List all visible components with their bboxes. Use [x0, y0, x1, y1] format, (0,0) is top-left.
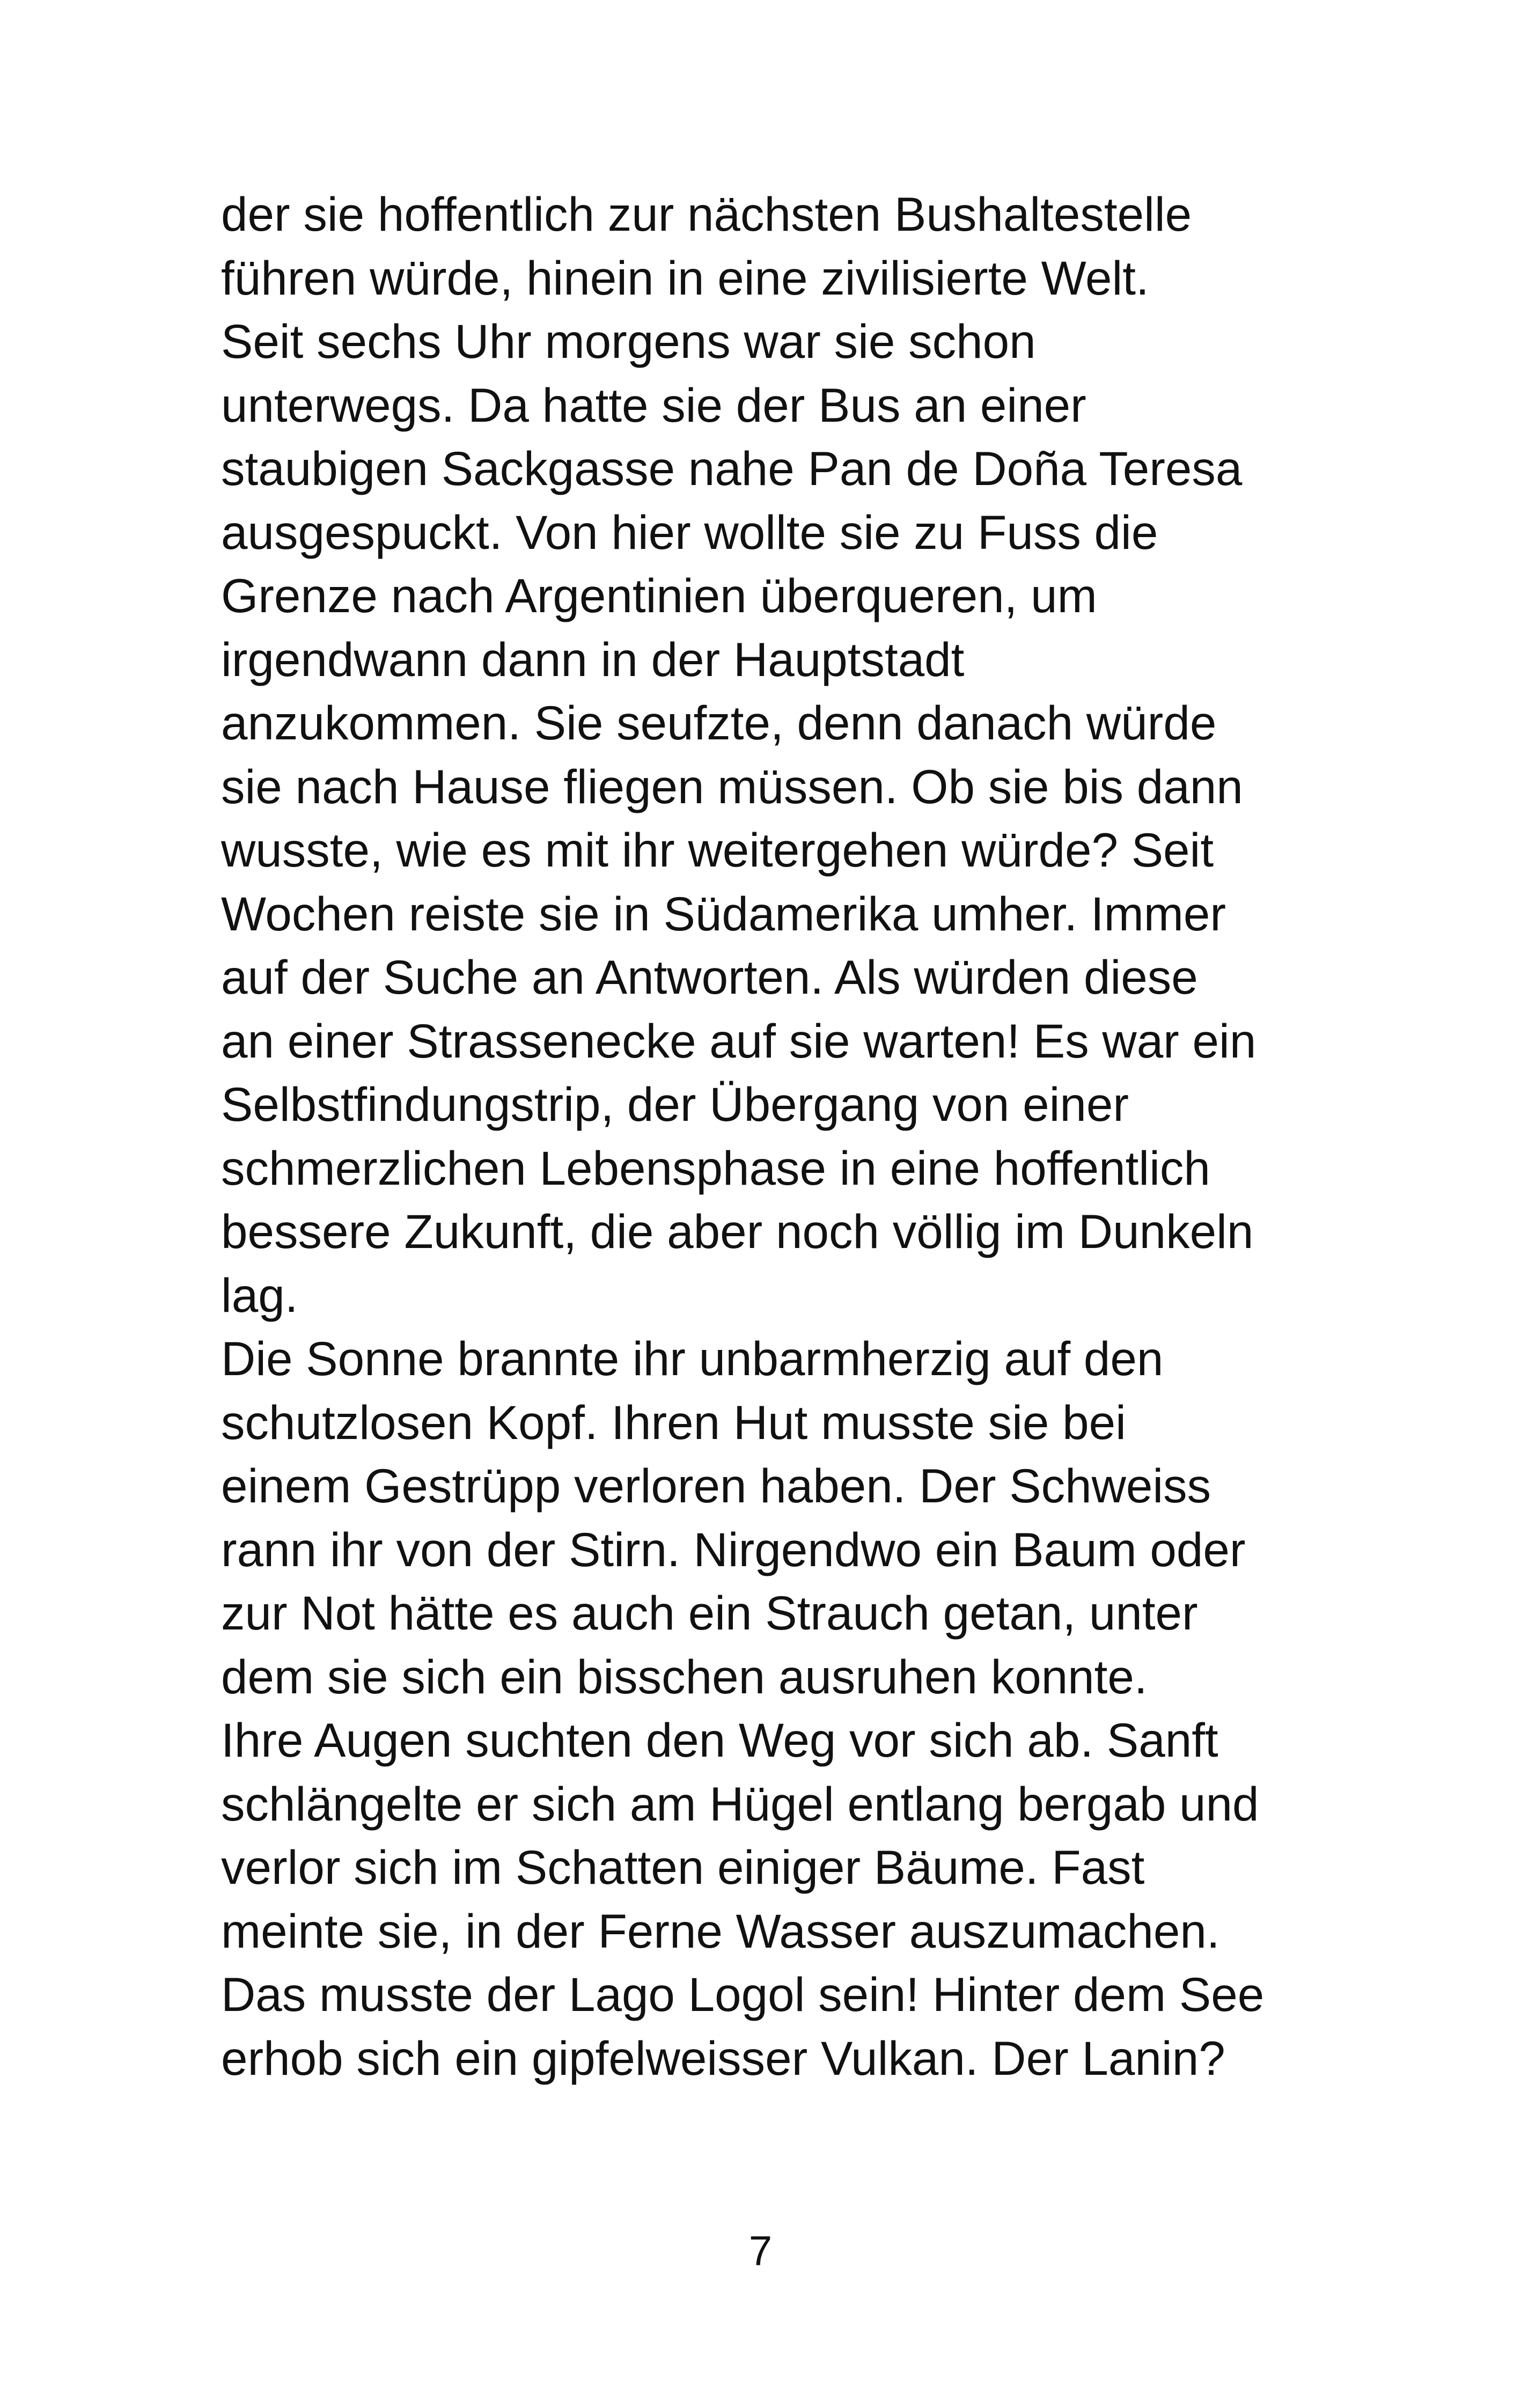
text-line: schutzlosen Kopf. Ihren Hut musste sie bei	[221, 1395, 1126, 1449]
text-line: Ihre Augen suchten den Weg vor sich ab. Sanft	[221, 1713, 1218, 1767]
text-line: wusste, wie es mit ihr weitergehen würde? Seit	[221, 823, 1214, 877]
text-line: Selbstfindungstrip, der Übergang von einer	[221, 1077, 1129, 1131]
text-line: an einer Strassenecke auf sie warten! Es war ein	[221, 1014, 1257, 1068]
text-line: rann ihr von der Stirn. Nirgendwo ein Baum oder	[221, 1522, 1246, 1576]
text-line: irgendwann dann in der Hauptstadt	[221, 632, 965, 686]
text-line: anzukommen. Sie seufzte, denn danach würde	[221, 696, 1217, 750]
text-line: verlor sich im Schatten einiger Bäume. Fast	[221, 1840, 1145, 1894]
text-line: sie nach Hause fliegen müssen. Ob sie bis dann	[221, 759, 1243, 813]
text-line: Die Sonne brannte ihr unbarmherzig auf den	[221, 1332, 1164, 1385]
text-line: einem Gestrüpp verloren haben. Der Schweiss	[221, 1459, 1211, 1513]
text-line: meinte sie, in der Ferne Wasser auszumachen.	[221, 1904, 1220, 1958]
text-line: dem sie sich ein bisschen ausruhen konnte.	[221, 1649, 1148, 1704]
text-line: unterwegs. Da hatte sie der Bus an einer	[221, 378, 1086, 432]
text-line: schlängelte er sich am Hügel entlang bergab und	[221, 1776, 1259, 1831]
text-line: der sie hoffentlich zur nächsten Bushaltestelle	[221, 187, 1192, 241]
text-line: Das musste der Lago Logol sein! Hinter dem See	[221, 1967, 1265, 2021]
body-text	[221, 182, 1321, 2090]
text-line: Seit sechs Uhr morgens war sie schon	[221, 314, 1036, 368]
text-line: auf der Suche an Antworten. Als würden diese	[221, 950, 1198, 1004]
text-line: ausgespuckt. Von hier wollte sie zu Fuss die	[221, 505, 1158, 559]
text-line: Wochen reiste sie in Südamerika umher. Immer	[221, 886, 1226, 941]
text-line: Grenze nach Argentinien überqueren, um	[221, 569, 1097, 622]
text-line: zur Not hätte es auch ein Strauch getan, unter	[221, 1586, 1198, 1640]
page-number: 7	[748, 2227, 773, 2274]
text-line: erhob sich ein gipfelweisser Vulkan. Der Lanin?	[221, 2031, 1225, 2085]
text-line: bessere Zukunft, die aber noch völlig im Dunkeln	[221, 1205, 1254, 1258]
text-line: lag.	[221, 1268, 298, 1322]
text-line: führen würde, hinein in eine zivilisierte Welt.	[221, 251, 1149, 305]
text-line: schmerzlichen Lebensphase in eine hoffentlich	[221, 1141, 1210, 1195]
text-line: staubigen Sackgasse nahe Pan de Doña Teresa	[221, 442, 1243, 495]
